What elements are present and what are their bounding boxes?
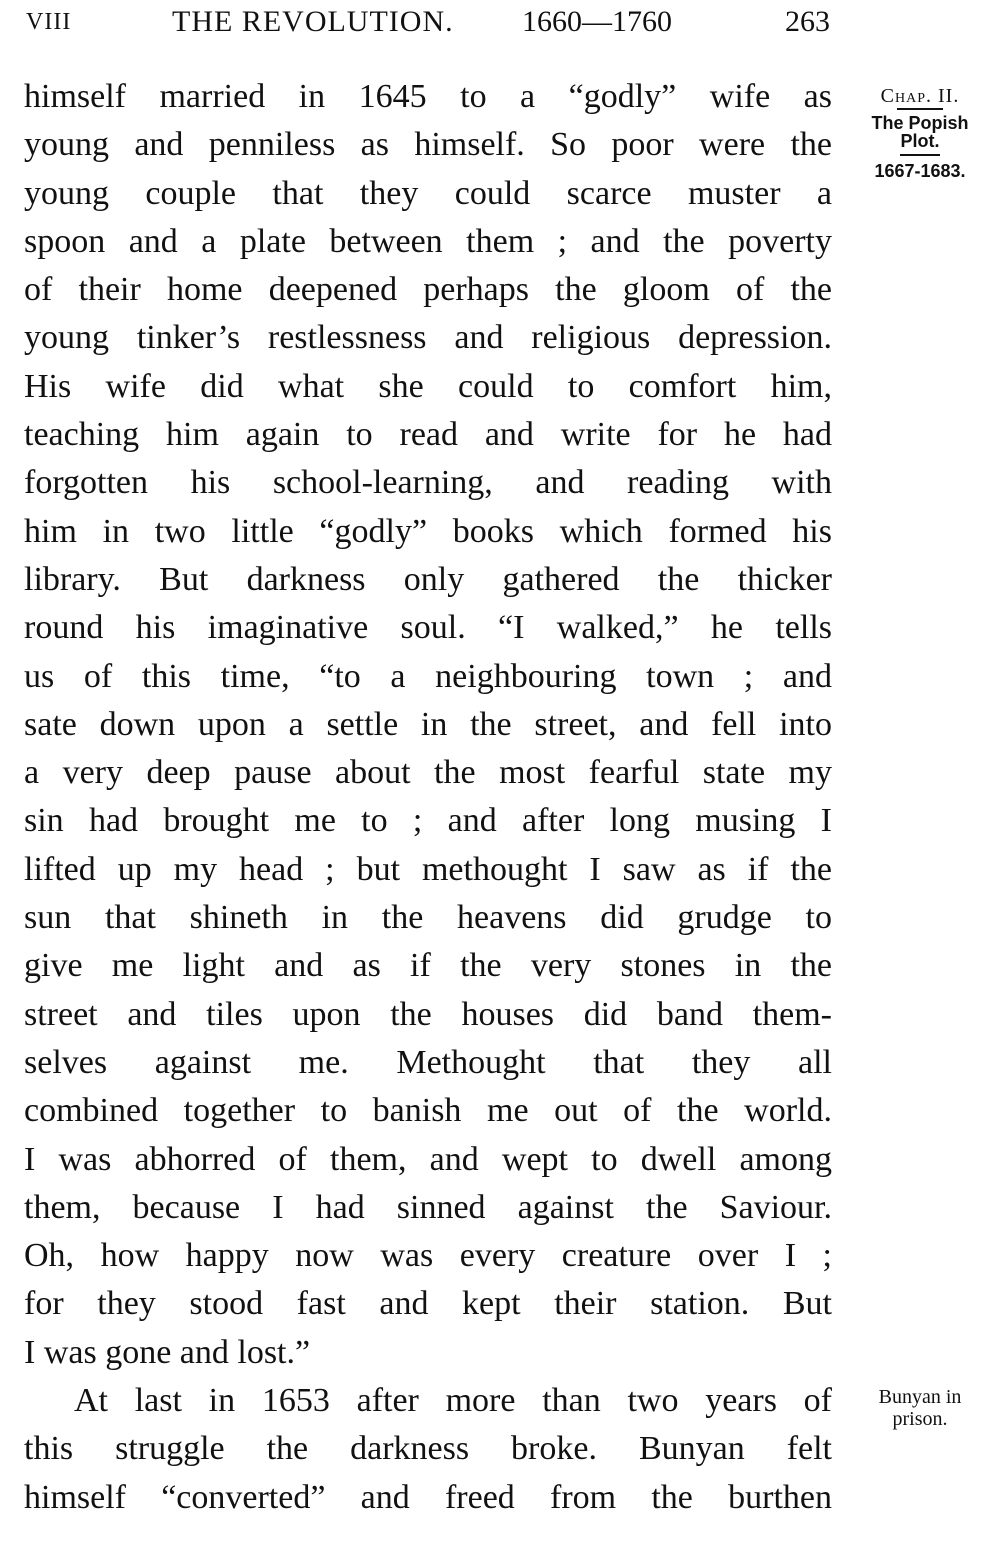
text-line: library. But darkness only gathered the thicker: [24, 560, 832, 598]
text-line: combined together to banish me out of the world.: [24, 1092, 832, 1130]
text-line: a very deep pause about the most fearful state my: [24, 754, 832, 792]
page-number: 263: [785, 5, 830, 38]
margin-note-section-line2: Plot.: [900, 131, 940, 151]
margin-note-section-line1: The Popish: [871, 113, 969, 133]
text-line: us of this time, “to a neighbouring town ; and: [24, 657, 832, 695]
text-line: spoon and a plate between them ; and the poverty: [24, 222, 832, 260]
margin-note-chapter-label: Chap. II.: [880, 85, 960, 107]
text-line: them, because I had sinned against the Saviour.: [24, 1188, 832, 1226]
margin-note-years: 1667-1683.: [874, 161, 966, 181]
running-head-dates: 1660—1760: [522, 5, 672, 38]
text-line: His wife did what she could to comfort him,: [24, 367, 832, 405]
margin-note-rule: [897, 108, 943, 110]
body-text: [24, 73, 832, 1522]
text-line: for they stood fast and kept their station. But: [24, 1285, 832, 1323]
margin-note-chapter: [846, 86, 994, 180]
text-line: young tinker’s restlessness and religious depression.: [24, 319, 832, 357]
text-line: street and tiles upon the houses did band them-: [24, 995, 832, 1033]
text-line: young and penniless as himself. So poor were the: [24, 126, 832, 164]
text-line: give me light and as if the very stones in the: [24, 947, 832, 985]
text-line: sin had brought me to ; and after long musing I: [24, 802, 832, 840]
paragraph-end-line: I was gone and lost.”: [24, 1333, 311, 1371]
running-head-title: THE REVOLUTION.: [172, 5, 454, 38]
running-head-chapter: VIII: [26, 9, 72, 35]
text-line: Oh, how happy now was every creature over I ;: [24, 1237, 832, 1275]
text-line: himself “converted” and freed from the burthen: [24, 1478, 832, 1516]
margin-note-bunyan-line2: prison.: [892, 1408, 948, 1430]
text-line: forgotten his school-learning, and reading with: [24, 464, 832, 502]
text-line: sate down upon a settle in the street, and fell into: [24, 705, 832, 743]
text-line: young couple that they could scarce muster a: [24, 174, 832, 212]
text-line: himself married in 1645 to a “godly” wife as: [24, 78, 832, 115]
text-line: round his imaginative soul. “I walked,” he tells: [24, 609, 832, 647]
margin-note-bunyan: [846, 1386, 994, 1430]
text-line: lifted up my head ; but methought I saw as if the: [24, 850, 832, 888]
text-line: him in two little “godly” books which formed his: [24, 512, 832, 550]
text-line: sun that shineth in the heavens did grudge to: [24, 899, 832, 937]
text-line: of their home deepened perhaps the gloom of the: [24, 271, 832, 309]
running-head: [24, 2, 830, 42]
paragraph-start-line: At last in 1653 after more than two years of: [74, 1382, 832, 1420]
text-line: I was abhorred of them, and wept to dwell among: [24, 1140, 832, 1178]
text-line: selves against me. Methought that they all: [24, 1043, 832, 1081]
text-line: teaching him again to read and write for he had: [24, 416, 832, 454]
margin-note-bunyan-line1: Bunyan in: [878, 1386, 962, 1408]
margin-note-rule-short: [900, 154, 940, 156]
text-line: this struggle the darkness broke. Bunyan felt: [24, 1430, 832, 1468]
